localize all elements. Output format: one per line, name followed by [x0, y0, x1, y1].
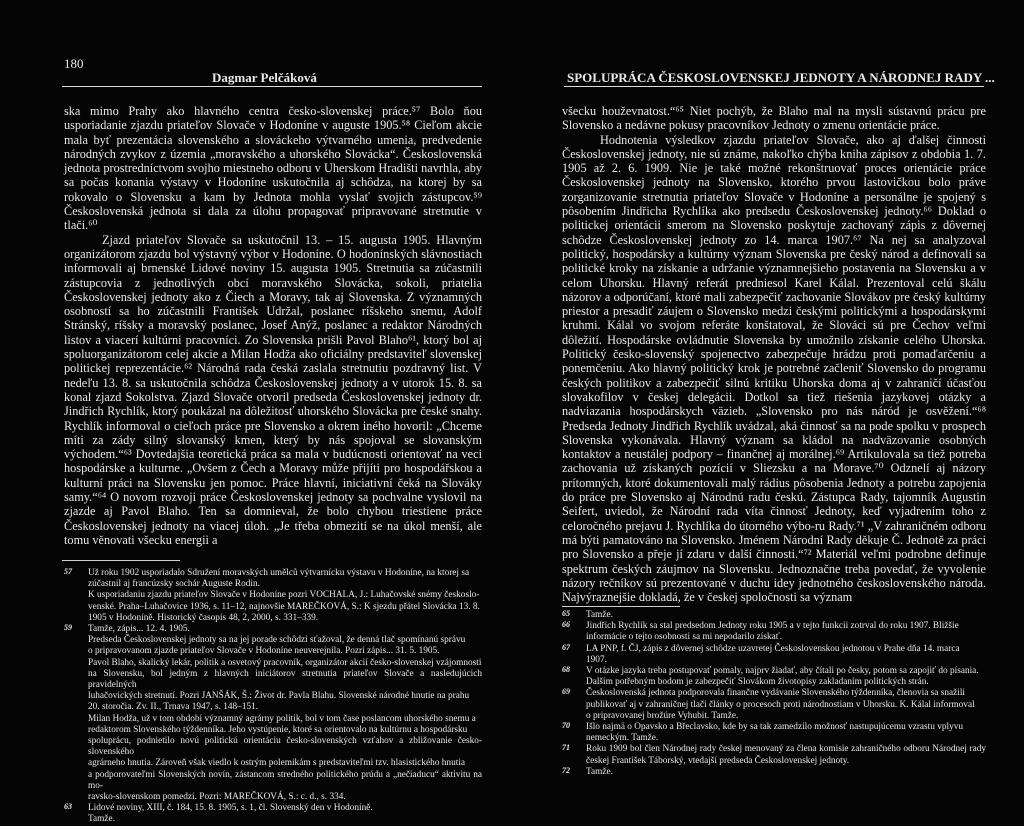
footnote-line: Dalším potřebným bodom je zabezpečiť Slovákom životopisy zakladaním politických strán. — [586, 677, 929, 688]
header-rule — [62, 86, 482, 87]
footnote-line: informácie o tejto osobnosti sa mi nepodarilo získať. — [586, 632, 783, 643]
footnote-line: o pripravovanom zjazde priateľov Slovače v Hodoníne neuverejnila. Pozri zápis... 31. 5. 1905. — [88, 646, 440, 657]
footnote-line: Jindřich Rychlík sa stal predsedom Jednoty roku 1905 a v tejto funkcii zotrval do roku 1907. Bližšie — [586, 621, 959, 632]
footnote-line: publikovať aj v zahraničnej tlači články o procesoch proti národnostiam v Uhorsku. K. Kálal informoval — [586, 699, 975, 710]
footnote-number: 68 — [562, 665, 570, 675]
footnote-line: Predseda Československej jednoty sa na jej porade schôdzi sťažoval, že denná tlač spomínanú správu — [88, 635, 466, 646]
footnote-line: ravsko-slovenskom pomedzí. Pozri: MAREČKOVÁ, S.: c. d., s. 334. — [88, 792, 346, 803]
footnote — [64, 658, 482, 714]
footnote-number: 57 — [64, 567, 72, 576]
left-page — [0, 0, 512, 825]
footnote — [562, 744, 986, 766]
footnote — [64, 568, 482, 624]
paragraph: Hodnotenia výsledkov zjazdu priateľov Slovače, ako aj ďalšej činnosti Československej jednoty, nie sú známe, nakoľko chýba kniha zápisov z obdobia 1. 7. 1905 až 2. 6. 1909. Nie je také možné rekonštruovať proces orientácie práce Československej jednoty na Slovensko, ktorého prvou lastovičkou bolo práve zorganizovanie stretnutia priateľov Slovače v Hodoníne a personálne je spojený s pôsobením Jindřicha Rychlíka ako predsedu Československej jednoty.⁶⁶ Doklad o politickej orientácii smerom na Slovensko poskytuje zachovaný zápis z dôvernej schôdze Československej jednoty zo 14. marca 1907.⁶⁷ Na nej sa analyzoval politický, hospodársky a kultúrny význam Slovenska pre český národ a definovali sa politické kroky na získanie a udržanie významnejšieho postavenia na Slovensku a v celom Uhorsku. Hlavný referát predniesol Karel Kálal. Prezentoval celú škálu názorov a odporúčaní, ktoré mali zabezpečiť zachovanie Slovákov pre český kultúrny priestor a presadiť záujem o Slovensko medzi českými politickými a hospodárskymi kruhmi. Kálal vo svojom referáte konštatoval, že Slováci sú pre Čechov veľmi dôležití. Hospodárske ovládnutie Slovenska by umožnilo získanie celého Uhorska. Politický česko-slovenský spojenectvo zabezpečuje hrádzu proti pomaďarčeniu a ponemčeniu. Ako hlavný politický krok je potrebné začleniť Slovensko do programu českých politikov a zabezpečiť silnú kritiku Uhorska doma aj v zahraničí účasťou slovakofilov v českej delegácii. Dotkol sa tiež riešenia jazykovej otázky a nadviazania hospodárskych väzieb. „Slovensko pro nás náród je osvěžení.“⁶⁸ Predseda Jednoty Jindřich Rychlík uvádzal, aká činnosť sa na pode spolku v prospech Slovenska vykonávala. Hlavný význam sa kládol na nadväzovanie osobných kontaktov a neustálej podpory – finančnej aj morálnej.⁶⁹ Artikulovala sa tiež potreba zachovania už získaných pozícií v Sliezsku a na Morave.⁷⁰ Odznelí aj názory prítomných, ktoré dokumentovali malý rádius pôsobenia Jednoty a potrebu zapojenia do práce pre Slovensko aj Národnú radu českú. Zástupca Rady, tajomník Augustin Seifert, uviedol, že Národní rada víta činnosť Jednoty, keď vyjadrením toho z celoročného prejavu J. Rychlíka do útorného výbo-ru Rady.⁷¹ „V zahraničném odboru má býti pamatováno na Slovensko. Jménem Národní Rady děkuje Č. Jednotě za práci pro Slovensko a přeje jí zdaru v další činnosti.“⁷² Materiál veľmi podrobne definuje spektrum českých záujmov na Slovensku. Jednoznačne treba povedať, že vyvolenie názory rečníkov sú prezentované v duchu idey jednotného československého národa. Najvýraznejšie dokladá, že v českej spoločnosti sa význam — [562, 132, 986, 605]
footnote — [64, 803, 482, 814]
footnote-number: 65 — [562, 609, 570, 618]
footnote-line: 1907. — [586, 654, 607, 665]
header-rule — [564, 86, 984, 87]
footnote-number: 59 — [64, 623, 72, 633]
footnote-line: luhačovických stretnutí. Pozri JANŠÁK, Š.: Život dr. Pavla Blahu. Slovenské národné hnutie na prahu — [88, 691, 470, 702]
footnote-line: a podporovateľmi Slovenských novín, zástancom stredného politického prúdu a „nečiaducu“ aktivitu na mo- — [88, 769, 482, 791]
footnote-number: 63 — [64, 802, 72, 812]
running-head-author: Dagmar Pelčáková — [212, 70, 317, 85]
footnote-line: 1905 v Hodoníně. Historický časopis 48, 2, 2000, s. 331–339. — [88, 612, 319, 623]
footnote — [64, 814, 482, 825]
footnote — [562, 767, 986, 778]
footnote — [562, 621, 986, 643]
body-text — [562, 104, 986, 604]
body-text — [64, 104, 482, 547]
footnote-line: o pripravovanej brožúre Vyhubit. Tamže. — [586, 710, 739, 721]
footnote — [64, 714, 482, 804]
footnote-line: Tamže. — [586, 766, 613, 777]
footnote-line: venské. Praha–Luhačovice 1936, s. 11–12, najnovšie MAREČKOVÁ, S.: K sjezdu přátel Slovácka 13. 8. — [88, 601, 480, 612]
footnote-number: 72 — [562, 765, 570, 775]
footnote-line: Milan Hodža, už v tom období významný agrárny politik, bol v tom čase poslancom uhorského snemu a — [88, 713, 476, 724]
footnote-line: agrárneho hnutia. Zároveň však viedlo k ostrým polemikám s predstaviteľmi tzv. hlasistického hnutia — [88, 758, 466, 769]
footnote-line: zúčastnil aj francúzsky sochár Auguste Rodin. — [88, 579, 260, 590]
footnote-line: Tamže, zápis... 12. 4. 1905. — [88, 624, 190, 635]
right-page — [512, 0, 1024, 777]
footnote — [562, 666, 986, 688]
footnote-number: 69 — [562, 687, 570, 697]
footnote-line: 20. storočia. Zv. II., Trnava 1947, s. 148–151. — [88, 702, 259, 713]
footnote — [562, 610, 986, 621]
paragraph: Zjazd priateľov Slovače sa uskutočnil 13. – 15. augusta 1905. Hlavným organizátorom zjazdu bol výstavný výbor v Hodoníne. O hodonínských slávnostiach informovali aj brnenské Lidové noviny 15. augusta 1905. Stretnutia sa zúčastnili zástupcovia z jednotlivých obcí moravského Slovácka, sokoli, priatelia Československej jednoty ako z Čiech a Moravy, tak aj Slovenska. Z významných osobností sa ho zúčastnili František Udržal, poslanec ríšskeho snemu, Adolf Stránský, ríšsky a moravský poslanec, Josef Anýž, poslanec a redaktor Národných listov a viacerí kultúrni pracovníci. Zo Slovenska prišli Pavol Blaho⁶¹, ktorý bol aj spoluorganizátorom celej akcie a Milan Hodža ako oficiálny predstaviteľ slovenskej politickej reprezentácie.⁶² Národná rada česká zaslala stretnutiu pozdravný list. V nedeľu 13. 8. sa uskutočnila schôdza Československej jednoty a v utorok 15. 8. sa konal zjazd Sokolstva. Zjazd Slovače otvoril predseda Československej jednoty dr. Jindřich Rychlík, ktorý poukázal na dôležitosť uhorského Slovácka pre české snahy. Rychlík informoval o cieľoch práce pre Slovensko a okrem iného hovoril: „Chceme míti za zády silný slovanský kmen, který by nás spojoval se slovanským východem.“⁶³ Dovtedajšia teoretická práca sa mala v budúcnosti orientovať na veci hospodárske a kulturne. „Ovšem z Čech a Moravy může přijíti pro hospodářskou a kulturní práci na Slovensku jen pomoc. Práce hlavní, iniciativní čeká na Slováky samy.“⁶⁴ O novom rozvoji práce Československej jednoty sa pochvalne vyslovil na zjazde aj Pavol Blaho. Ten sa domnieval, že bolo chybou triestiene práce Československej jednoty na viacej úloh. „Je třeba obmezití se na úkol menší, ale tomu věnovati všecku energii a — [64, 232, 482, 547]
paragraph: všecku houževnatost.“⁶⁵ Niet pochýb, že Blaho mal na mysli sústavnú prácu pre Slovensko a nedávne pokusy pracovníkov Jednoty o zmenu orientácie práce. — [562, 104, 986, 133]
footnote-line: na Slovensku, bol jedným z hlavných iniciátorov stretnutia priateľov Slovače a nasledujúcich pravidelných — [88, 668, 482, 691]
footnote-line: Tamže. — [88, 814, 115, 825]
footnote-line: Pavol Blaho, skalický lekár, politik a osvetový pracovník, organizátor akcií česko-slovenskej vzájomnosti — [88, 657, 482, 668]
footnote-number: 66 — [562, 620, 570, 630]
footnote — [64, 635, 482, 657]
footnote-line: Išlo najmä o Opavsko a Břeclavsko, kde by sa tak zamedzilo možnosť nastupujúcemu vzrastu vplyvu — [586, 722, 964, 733]
paragraph: ska mimo Prahy ako hlavného centra česko-slovenskej práce.⁵⁷ Bolo ňou usporiadanie zjazdu priateľov Slovače v Hodoníne v auguste 1905.⁵⁸ Cieľom akcie mala byť prezentácia slovenského a slováckeho výtvarného umenia, predvedenie národných zvykov z územia „moravského a uhorského Slovácka“. Československá jednota prostredníctvom svojho miestneho odboru v Uherskom Hradišti navrhla, aby sa počas konania výstavy v Hodoníne uskutočnila aj schôdza, na ktorej by sa rokovalo o Slovensku a kam by Jednota mohla vyslať svojich zástupcov.⁵⁹ Československá jednota si dala za úlohu propagovať pripravované stretnutie v tlači.⁶⁰ — [64, 104, 482, 233]
footnote-line: Už roku 1902 usporiadalo Sdružení moravských umělců výtvarnícku výstavu v Hodoníne, na ktorej sa — [88, 568, 470, 578]
footnote-number: 67 — [562, 642, 570, 652]
footnote-line: Československá jednota podporovala finančne vydávanie Slovenského týždenníka, členovia sa snažili — [586, 688, 965, 699]
footnotes — [562, 610, 986, 778]
footnote-line: spoluprácu, podnietilo novú politickú orientáciu česko-slovenských vzťahov a zbližovanie česko-slovenského — [88, 736, 482, 758]
footnote-line: K usporiadaniu zjazdu priateľov Slovače v Hodoníne pozri VOCHALA, J.: Luhačovské snémy českoslo- — [88, 590, 480, 601]
footnote-line: Lidové noviny, XIII, č. 184, 15. 8. 1905, s. 1, čl. Slovenský den v Hodoníně. — [88, 803, 373, 814]
page-number: 180 — [64, 56, 84, 71]
footnote-line: nemeckým. Tamže. — [586, 733, 659, 744]
footnote — [562, 644, 986, 666]
running-head-title: SPOLUPRÁCA ČESKOSLOVENSKEJ JEDNOTY A NÁRODNEJ RADY ... — [567, 70, 995, 85]
footnote-line: LA PNP, f. ČJ, zápis z dôvernej schôdze uzavretej Československou jednotou v Prahe dňa 14. marca — [586, 643, 960, 654]
footnote — [64, 624, 482, 635]
footnotes — [64, 568, 482, 826]
footnote-number: 70 — [562, 721, 570, 731]
footnote-line: redaktorom Slovenského týždenníka. Jeho vystúpenie, ktoré sa orientovalo na kultúrnu a hospodársku — [88, 724, 468, 735]
footnote — [562, 688, 986, 722]
footnote-rule — [562, 606, 680, 607]
footnote-line: V otázke jazyka treba postupovať pomaly, najprv žiadať, aby čítali po česky, potom sa zapojiť do písania. — [586, 666, 979, 677]
footnote-line: Roku 1909 bol člen Národnej rady českej menovaný za člena komisie zahraničného odboru Národnej rady českej František Táborský, vtedajší predseda Československej jednoty. — [586, 744, 986, 766]
footnote-rule — [62, 560, 180, 561]
footnote — [562, 722, 986, 744]
footnote-line: Tamže. — [586, 610, 613, 620]
footnote-number: 71 — [562, 743, 570, 753]
